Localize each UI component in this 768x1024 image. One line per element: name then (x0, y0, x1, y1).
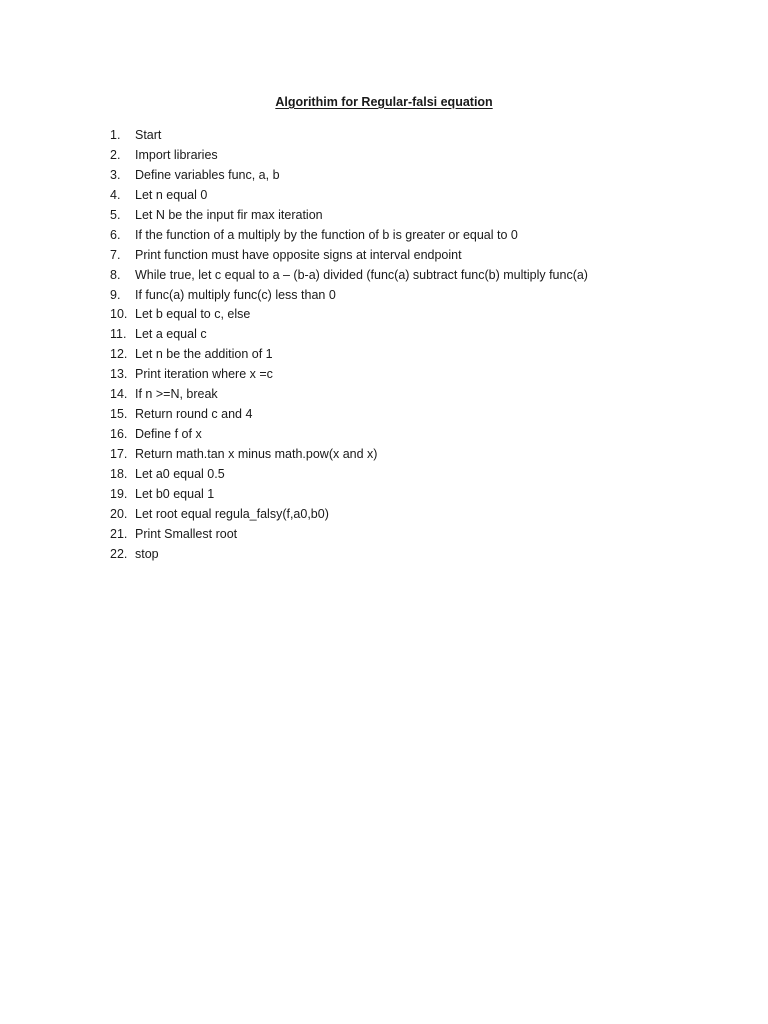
step-text: Print iteration where x =c (135, 367, 273, 382)
step-number: 19. (110, 486, 128, 501)
step-text: Let n be the addition of 1 (135, 347, 273, 362)
step-number: 14. (110, 387, 128, 402)
step-text: Let n equal 0 (135, 187, 208, 202)
step-number: 15. (110, 407, 128, 422)
step-number: 21. (110, 526, 128, 541)
step-text: Let a0 equal 0.5 (135, 466, 225, 481)
step-number: 18. (110, 466, 128, 481)
step-text: Define variables func, a, b (135, 167, 280, 182)
step-text: Let a equal c (135, 327, 207, 342)
step-number: 1. (110, 128, 121, 142)
step-number: 12. (110, 347, 128, 362)
step-number: 20. (110, 506, 128, 521)
step-number: 5. (110, 207, 121, 222)
step-text: If the function of a multiply by the function of b is greater or equal to 0 (135, 227, 518, 242)
step-text: Let b equal to c, else (135, 307, 251, 322)
step-number: 22. (110, 546, 128, 561)
step-text: Let N be the input fir max iteration (135, 207, 323, 222)
step-number: 9. (110, 287, 121, 302)
step-number: 11. (110, 327, 127, 342)
document-title: Algorithim for Regular-falsi equation (275, 95, 493, 109)
step-text: Return round c and 4 (135, 407, 253, 422)
step-text: Return math.tan x minus math.pow(x and x) (135, 447, 378, 461)
step-number: 8. (110, 267, 121, 282)
step-text: Define f of x (135, 427, 202, 442)
step-text: Start (135, 128, 162, 142)
step-number: 7. (110, 247, 121, 262)
step-number: 13. (110, 367, 128, 382)
step-text: Print Smallest root (135, 526, 238, 541)
step-text: If n >=N, break (135, 387, 218, 402)
step-number: 17. (110, 447, 128, 461)
step-text: stop (135, 546, 159, 561)
step-number: 10. (110, 307, 128, 322)
step-text: While true, let c equal to a – (b-a) divided (func(a) subtract func(b) multiply func(a) (135, 267, 588, 282)
step-text: Let root equal regula_falsy(f,a0,b0) (135, 506, 329, 521)
step-text: If func(a) multiply func(c) less than 0 (135, 287, 336, 302)
step-text: Let b0 equal 1 (135, 486, 215, 501)
step-number: 6. (110, 227, 121, 242)
step-text: Print function must have opposite signs at interval endpoint (135, 247, 462, 262)
step-text: Import libraries (135, 147, 218, 162)
step-number: 16. (110, 427, 128, 442)
step-number: 4. (110, 187, 121, 202)
step-number: 2. (110, 147, 121, 162)
step-number: 3. (110, 167, 121, 182)
